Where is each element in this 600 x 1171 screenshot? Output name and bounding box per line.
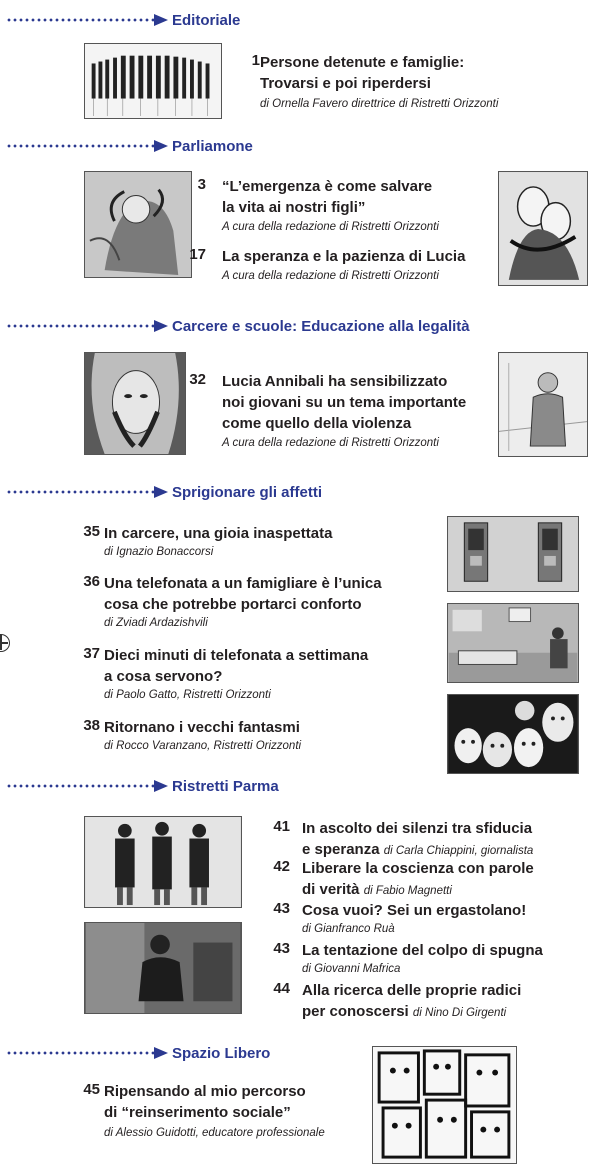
toc-entry-38[interactable]	[60, 717, 440, 754]
entry-title-line2: a cosa servono?	[104, 668, 223, 685]
page-number: 43	[273, 900, 290, 917]
arrow-icon	[154, 320, 168, 332]
section-title: Ristretti Parma	[172, 777, 279, 795]
photo-prison-cell	[447, 603, 579, 683]
entry-title: Ritornano i vecchi fantasmi	[104, 719, 300, 736]
toc-entry-43a[interactable]	[262, 900, 582, 937]
toc-entry-17[interactable]	[178, 246, 498, 284]
toc-entry-1[interactable]	[220, 52, 540, 112]
entry-byline: di Ignazio Bonaccorsi	[104, 546, 214, 558]
illustration-faces	[447, 694, 579, 774]
entry-byline: A cura della redazione di Ristretti Orizzonti	[222, 221, 439, 233]
section-header-spazio-libero	[6, 1042, 270, 1064]
section-title: Sprigionare gli affetti	[172, 483, 323, 501]
registration-mark-icon	[0, 634, 10, 652]
toc-entry-36[interactable]	[60, 573, 440, 631]
toc-entry-42[interactable]	[262, 858, 582, 902]
page-number: 43	[273, 940, 290, 957]
toc-entry-3[interactable]	[178, 176, 498, 235]
entry-title: Lucia Annibali ha sensibilizzato	[222, 373, 448, 390]
dotted-leader	[6, 1051, 156, 1055]
page-number: 45	[83, 1081, 100, 1098]
section-header-editoriale	[6, 9, 240, 31]
section-title: Editoriale	[172, 11, 241, 29]
entry-byline: di Paolo Gatto, Ristretti Orizzonti	[104, 689, 271, 701]
page-number: 38	[83, 717, 100, 734]
entry-byline: di Nino Di Girgenti	[412, 1007, 507, 1019]
toc-entry-45[interactable]	[60, 1081, 370, 1141]
entry-byline: di Gianfranco Ruà	[302, 923, 395, 935]
entry-title-line2: cosa che potrebbe portarci conforto	[104, 596, 362, 613]
entry-byline: A cura della redazione di Ristretti Orizzonti	[222, 437, 439, 449]
arrow-icon	[154, 14, 168, 26]
toc-entry-44[interactable]	[262, 980, 582, 1024]
section-header-parliamone	[6, 135, 253, 157]
entry-title: In ascolto dei silenzi tra sfiducia	[302, 820, 533, 837]
entry-byline: di Carla Chiappini, giornalista	[383, 845, 534, 857]
entry-title: Liberare la coscienza con parole	[302, 860, 534, 877]
entry-byline: di Ornella Favero direttrice di Ristretti Orizzonti	[260, 98, 499, 110]
entry-title: Dieci minuti di telefonata a settimana	[104, 647, 369, 664]
entry-title-line2: noi giovani su un tema importante	[222, 394, 467, 411]
arrow-icon	[154, 780, 168, 792]
page-number: 1	[251, 52, 260, 69]
entry-byline: di Alessio Guidotti, educatore professionale	[104, 1127, 325, 1139]
entry-title: Una telefonata a un famigliare è l’unica	[104, 575, 382, 592]
dotted-leader	[6, 784, 156, 788]
arrow-icon	[154, 1047, 168, 1059]
page-number: 3	[197, 176, 206, 193]
section-title: Parliamone	[172, 137, 253, 155]
entry-title: “L’emergenza è come salvare	[222, 178, 433, 195]
illustration-embrace	[498, 171, 588, 286]
toc-entry-43b[interactable]	[262, 940, 582, 977]
section-header-ristretti-parma	[6, 775, 279, 797]
page-number: 35	[83, 523, 100, 540]
entry-title: Ripensando al mio percorso	[104, 1083, 306, 1100]
illustration-silhouettes	[84, 43, 222, 119]
photo-seated-man	[84, 922, 242, 1014]
entry-title: La tentazione del colpo di spugna	[302, 942, 543, 959]
page-number: 42	[273, 858, 290, 875]
entry-byline: di Zviadi Ardazishvili	[104, 617, 208, 629]
entry-byline: di Giovanni Mafrica	[302, 963, 401, 975]
arrow-icon	[154, 140, 168, 152]
entry-title-line2: di verità	[302, 881, 360, 898]
entry-title-line2: e speranza	[302, 841, 380, 858]
entry-title: Persone detenute e famiglie:	[260, 54, 465, 71]
page-number: 44	[273, 980, 290, 997]
entry-title-line2: di “reinserimento sociale”	[104, 1104, 291, 1121]
entry-byline: di Rocco Varanzano, Ristretti Orizzonti	[104, 740, 302, 752]
dotted-leader	[6, 18, 156, 22]
illustration-sitting-figure	[498, 352, 588, 457]
page-number: 36	[83, 573, 100, 590]
toc-entry-37[interactable]	[60, 645, 440, 703]
dotted-leader	[6, 144, 156, 148]
entry-title: In carcere, una gioia inaspettata	[104, 525, 333, 542]
entry-title: Alla ricerca delle proprie radici	[302, 982, 522, 999]
toc-entry-41[interactable]	[262, 818, 582, 862]
page-number: 37	[83, 645, 100, 662]
illustration-woman-face	[84, 352, 186, 455]
dotted-leader	[6, 324, 156, 328]
dotted-leader	[6, 490, 156, 494]
entry-title-line3: come quello della violenza	[222, 415, 412, 432]
section-header-sprigionare	[6, 481, 322, 503]
page-number: 32	[189, 371, 206, 388]
entry-title: Cosa vuoi? Sei un ergastolano!	[302, 902, 527, 919]
illustration-abstract-faces	[372, 1046, 517, 1164]
entry-title-line2: la vita ai nostri figli”	[222, 199, 366, 216]
arrow-icon	[154, 486, 168, 498]
entry-title-line2: Trovarsi e poi riperdersi	[260, 75, 431, 92]
entry-byline: A cura della redazione di Ristretti Orizzonti	[222, 270, 439, 282]
section-title: Carcere e scuole: Educazione alla legalità	[172, 317, 470, 335]
toc-entry-35[interactable]	[60, 523, 440, 560]
photo-payphones	[447, 516, 579, 592]
page-number: 41	[273, 818, 290, 835]
photo-men-backs	[84, 816, 242, 908]
entry-byline: di Fabio Magnetti	[363, 885, 452, 897]
section-header-carcere-scuole	[6, 315, 470, 337]
entry-title-line2: per conoscersi	[302, 1003, 409, 1020]
section-title: Spazio Libero	[172, 1044, 271, 1062]
entry-title: La speranza e la pazienza di Lucia	[222, 248, 466, 265]
page-number: 17	[189, 246, 206, 263]
toc-entry-32[interactable]	[178, 371, 498, 451]
